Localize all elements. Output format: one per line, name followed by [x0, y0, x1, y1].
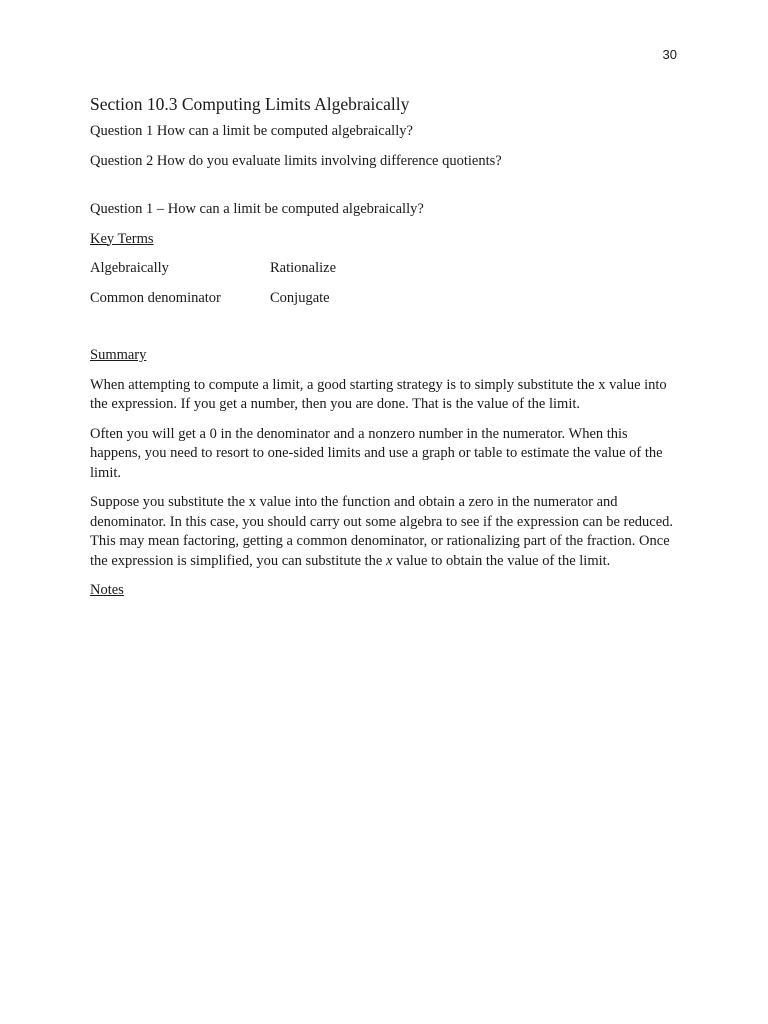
key-term: Common denominator	[90, 289, 221, 306]
math-variable: x	[386, 552, 393, 569]
summary-text: value to obtain the value of the limit.	[392, 552, 611, 569]
key-terms-heading: Key Terms	[90, 230, 154, 247]
document-body	[90, 92, 680, 611]
question-1-heading: Question 1 – How can a limit be computed algebraically?	[90, 201, 424, 217]
section-title: Section 10.3 Computing Limits Algebraically	[90, 94, 410, 114]
question-2-line: Question 2 How do you evaluate limits involving difference quotients?	[90, 152, 502, 169]
summary-paragraph: Often you will get a 0 in the denominator and a nonzero number in the numerator. When this happens, you need to resort to one-sided limits and use a graph or table to estimate the value of the limit.	[90, 425, 663, 481]
question-1-line: Question 1 How can a limit be computed algebraically?	[90, 123, 413, 139]
key-terms-row	[90, 289, 680, 309]
summary-paragraph	[90, 493, 680, 571]
page-number: 30	[662, 47, 677, 62]
notes-heading: Notes	[90, 582, 124, 598]
key-term: Conjugate	[270, 289, 330, 306]
key-term: Algebraically	[90, 260, 169, 276]
summary-heading: Summary	[90, 347, 147, 363]
key-term: Rationalize	[270, 260, 337, 276]
key-terms-row	[90, 259, 680, 279]
summary-text: Suppose you substitute the x value into the function and obtain a zero in the numerator and denominator. In this case, you should carry out some algebra to see if the expression can be reduced. This may mean factoring, getting a common denominator, or rationalizing part of the fraction. Once the expression is simplified, you can substitute the	[90, 494, 674, 569]
summary-paragraph: When attempting to compute a limit, a good starting strategy is to simply substitute the x value into the expression. If you get a number, then you are done. That is the value of the limit.	[90, 376, 667, 412]
